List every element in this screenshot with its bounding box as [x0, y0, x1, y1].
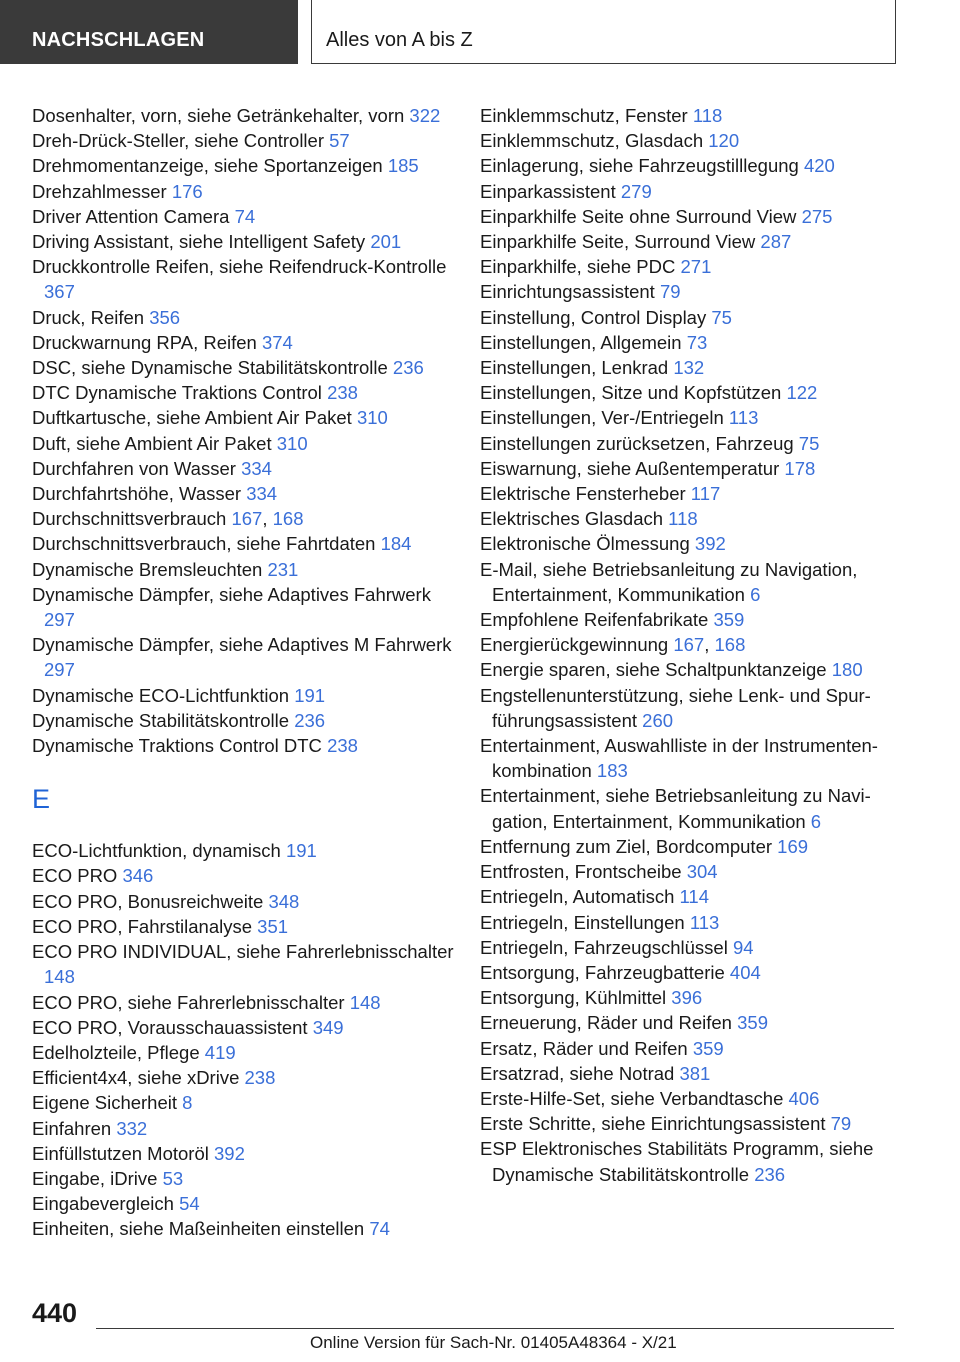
page-link[interactable]: 6 [750, 583, 761, 605]
page-link[interactable]: 168 [272, 508, 304, 530]
page-link[interactable]: 238 [327, 382, 358, 404]
page-link[interactable]: 271 [680, 256, 712, 278]
page-link[interactable]: 148 [44, 966, 75, 988]
page-link[interactable]: 79 [830, 1113, 852, 1135]
index-entry [480, 960, 920, 985]
page-link[interactable]: 75 [798, 432, 820, 454]
index-entry-text: Driver Attention Camera [32, 205, 235, 227]
index-group-e [32, 838, 462, 1241]
index-entry [32, 1116, 462, 1141]
footer-version: Online Version für Sach-Nr. 01405A48364 - X/21 [310, 1333, 677, 1352]
page-link[interactable]: 238 [327, 735, 358, 757]
index-entry-text: Edelholzteile, Pflege [32, 1041, 205, 1063]
index-entry [32, 889, 462, 914]
index-entry-text: Elektrische Fensterheber [480, 483, 691, 505]
index-entry [32, 708, 462, 733]
index-group-e-continued [480, 103, 920, 1187]
page-link[interactable]: 75 [711, 306, 732, 328]
index-entry-text: Energierückgewinnung [480, 634, 674, 656]
index-entry-text: ESP Elektronisches Stabilitäts Programm, siehe Dynamische Stabilitätskontrolle [480, 1138, 874, 1185]
index-entry-text: Dynamische Traktions Control DTC [32, 735, 328, 757]
page-link[interactable]: 113 [728, 407, 759, 429]
index-entry [32, 939, 462, 989]
index-entry [32, 1141, 462, 1166]
page-link[interactable]: 74 [234, 205, 256, 227]
page-link[interactable]: 236 [754, 1163, 786, 1185]
index-entry [32, 1216, 462, 1241]
index-entry [32, 103, 462, 128]
index-entry-text: Durchfahren von Wasser [32, 457, 242, 479]
page-link[interactable]: 349 [312, 1016, 344, 1038]
index-entry-text: Einrichtungsassistent [480, 281, 660, 303]
page-link[interactable]: 310 [356, 407, 388, 429]
index-entry-text: Druck, Reifen [32, 306, 150, 328]
index-entry-text: Drehmomentanzeige, siehe Sportanzeigen [32, 155, 388, 177]
index-entry [32, 179, 462, 204]
page-link[interactable]: 191 [285, 840, 317, 862]
index-entry-text: Erste-Hilfe-Set, siehe Verbandtasche [480, 1087, 789, 1109]
page-link[interactable]: 260 [642, 709, 674, 731]
subsection-tab[interactable] [311, 0, 896, 64]
page-link[interactable]: 396 [671, 987, 703, 1009]
index-entry-text: Entsorgung, Kühlmittel [480, 987, 672, 1009]
page-link[interactable]: 113 [689, 911, 720, 933]
page-link[interactable]: 117 [690, 483, 721, 505]
index-entry-text: Einparkhilfe Seite, Surround View [480, 231, 761, 253]
index-entry [480, 733, 920, 783]
page-link[interactable]: 168 [714, 634, 746, 656]
index-entry-text: Dynamische Bremsleuchten [32, 558, 268, 580]
index-entry-text: Einparkhilfe, siehe PDC [480, 256, 681, 278]
index-entry-text: ECO-Lichtfunktion, dynamisch [32, 840, 286, 862]
index-entry [480, 1036, 920, 1061]
page-link[interactable]: 420 [803, 155, 835, 177]
page-link[interactable]: 185 [387, 155, 419, 177]
index-entry [32, 733, 462, 758]
index-entry-text: Einstellungen, Allgemein [480, 331, 687, 353]
index-entry-text: Driving Assistant, siehe Intelligent Safety [32, 231, 371, 253]
index-entry [480, 179, 920, 204]
index-entry [32, 1065, 462, 1090]
index-entry [480, 834, 920, 859]
footer-divider [96, 1328, 894, 1329]
index-entry-text: Einstellungen, Ver-/Entriegeln [480, 407, 729, 429]
page-link[interactable]: 167 [231, 508, 263, 530]
page-link[interactable]: 201 [370, 231, 402, 253]
page-link[interactable]: 167 [673, 634, 705, 656]
page-link[interactable]: 169 [777, 835, 809, 857]
index-entry [480, 254, 920, 279]
index-entry [480, 1061, 920, 1086]
index-entry [480, 456, 920, 481]
index-entry-text: Eigene Sicherheit [32, 1092, 183, 1114]
page-link[interactable]: 74 [369, 1218, 390, 1240]
index-entry [480, 910, 920, 935]
index-entry [480, 859, 920, 884]
index-entry-text: ECO PRO, siehe Fahrerlebnisschalter [32, 991, 350, 1013]
index-entry-text: ECO PRO, Bonusreichweite [32, 890, 269, 912]
index-entry-text: Elektronische Ölmessung [480, 533, 695, 555]
index-entry [32, 838, 462, 863]
page-link[interactable]: 304 [686, 861, 718, 883]
page-link[interactable]: 297 [44, 659, 75, 681]
index-entry-text: Duft, siehe Ambient Air Paket [32, 432, 277, 454]
index-entry-text: ECO PRO, Vorausschauassistent [32, 1016, 313, 1038]
page-link[interactable]: 184 [380, 533, 412, 555]
index-entry-text: Einlagerung, siehe Fahrzeugstilllegung [480, 155, 804, 177]
page-link[interactable]: 297 [44, 609, 75, 631]
index-entry [32, 254, 462, 304]
index-entry-text: Entfernung zum Ziel, Bordcomputer [480, 835, 778, 857]
index-entry [480, 935, 920, 960]
index-entry [480, 431, 920, 456]
page-link[interactable]: 359 [737, 1012, 768, 1034]
index-entry-text: E-Mail, siehe Betriebsanleitung zu Navigation, Entertainment, Kommunikation [480, 558, 858, 605]
index-entry [480, 607, 920, 632]
index-entry-text: Einparkhilfe Seite ohne Surround View [480, 205, 802, 227]
index-entry-text: ECO PRO, Fahrstilanalyse [32, 915, 258, 937]
index-entry-text: Dreh-Drück-Steller, siehe Controller [32, 130, 330, 152]
index-entry [32, 1040, 462, 1065]
index-entry [480, 531, 920, 556]
page-link[interactable]: 8 [182, 1092, 193, 1114]
index-entry-text: Elektrisches Glasdach [480, 508, 669, 530]
index-entry-text: Entsorgung, Fahrzeugbatterie [480, 961, 730, 983]
index-entry-text: Durchfahrtshöhe, Wasser [32, 483, 247, 505]
index-entry-text: DSC, siehe Dynamische Stabilitätskontrolle [32, 357, 393, 379]
index-column-right [480, 103, 920, 1187]
index-entry-text: Dosenhalter, vorn, siehe Getränkehalter, vorn [32, 105, 410, 126]
index-entry [480, 405, 920, 430]
index-entry-text: Entertainment, siehe Betriebsanleitung zu Navigation, Entertainment, Kommunikation [480, 785, 871, 832]
page-link[interactable]: 332 [116, 1117, 148, 1139]
index-entry [480, 657, 920, 682]
page-link[interactable]: 6 [810, 810, 822, 832]
subsection-tab-label: Alles von A bis Z [326, 29, 473, 51]
index-entry [480, 128, 920, 153]
page-link[interactable]: 367 [44, 281, 75, 303]
page-link[interactable]: 180 [831, 659, 863, 681]
page-link[interactable]: 334 [241, 457, 272, 479]
index-entry [32, 582, 462, 632]
index-entry [480, 330, 920, 355]
page-header [0, 0, 960, 66]
page-link[interactable]: 57 [329, 130, 350, 152]
index-entry [32, 1090, 462, 1115]
index-entry-text: ECO PRO [32, 865, 123, 887]
index-entry-text: Dynamische Dämpfer, siehe Adaptives Fahrwerk [32, 583, 431, 605]
index-entry [32, 531, 462, 556]
index-entry [32, 204, 462, 229]
index-entry [480, 884, 920, 909]
page-link[interactable]: 287 [760, 231, 792, 253]
index-entry-text: Einklemmschutz, Glasdach [480, 130, 709, 152]
page-link[interactable]: 359 [692, 1037, 724, 1059]
page-link[interactable]: 236 [294, 709, 326, 731]
index-entry [32, 1015, 462, 1040]
index-entry-text: ECO PRO INDIVIDUAL, siehe Fahrerlebnisschalter [32, 941, 454, 963]
page-link[interactable]: 94 [732, 936, 754, 958]
index-entry [32, 481, 462, 506]
index-entry [32, 632, 462, 682]
index-column-left [32, 103, 462, 1242]
index-entry [480, 481, 920, 506]
index-entry-text: Entfrosten, Frontscheibe [480, 861, 687, 883]
index-entry-text: Energie sparen, siehe Schaltpunktanzeige [480, 659, 832, 681]
page-link[interactable]: 392 [694, 533, 726, 555]
index-entry-text: Einstellung, Control Display [480, 306, 712, 328]
index-entry-text: Durchschnittsverbrauch [32, 508, 232, 530]
index-entry-text: Eingabe, iDrive [32, 1167, 163, 1189]
index-entry [32, 405, 462, 430]
page-link[interactable]: 322 [409, 105, 441, 126]
index-entry-text: Einfahren [32, 1117, 117, 1139]
index-entry [32, 557, 462, 582]
index-entry [480, 380, 920, 405]
page-link[interactable]: 356 [149, 306, 181, 328]
index-entry [32, 153, 462, 178]
index-entry [32, 431, 462, 456]
page-link[interactable]: 114 [679, 886, 709, 908]
index-entry [32, 1166, 462, 1191]
index-entry-text: DTC Dynamische Traktions Control [32, 382, 328, 404]
index-entry [480, 229, 920, 254]
index-entry [32, 914, 462, 939]
index-entry-text: Ersatz, Räder und Reifen [480, 1037, 693, 1059]
page-link[interactable]: 236 [392, 357, 424, 379]
page-link[interactable]: 120 [708, 130, 740, 152]
index-entry [480, 985, 920, 1010]
index-entry [32, 863, 462, 888]
index-entry-text: Druckwarnung RPA, Reifen [32, 331, 262, 353]
page-link[interactable]: 118 [668, 508, 698, 530]
page-link[interactable]: 73 [686, 331, 708, 353]
index-entry [32, 990, 462, 1015]
page-link[interactable]: 148 [349, 991, 381, 1013]
page-link[interactable]: 310 [276, 432, 308, 454]
index-group-d [32, 103, 462, 758]
index-entry-text: Entriegeln, Einstellungen [480, 911, 690, 933]
section-tab-label: NACHSCHLAGEN [32, 29, 205, 51]
index-entry [480, 557, 920, 607]
index-entry [480, 783, 920, 833]
index-entry [480, 103, 920, 128]
page-link[interactable]: 381 [679, 1062, 711, 1084]
index-entry: Durchschnittsverbrauch 167, 168 [32, 508, 304, 530]
index-entry-text: Entriegeln, Automatisch [480, 886, 680, 908]
index-entry-text: Einparkassistent [480, 180, 621, 202]
index-entry [480, 355, 920, 380]
page-link[interactable]: 392 [214, 1142, 245, 1164]
page-link[interactable]: 279 [620, 180, 652, 202]
page-link[interactable]: 122 [786, 382, 818, 404]
index-entry-text: Erste Schritte, siehe Einrichtungsassistent [480, 1113, 831, 1135]
index-entry [480, 1111, 920, 1136]
index-entry [32, 330, 462, 355]
index-entry-text: Einstellungen, Lenkrad [480, 357, 674, 379]
index-entry [32, 1191, 462, 1216]
page-link[interactable]: 346 [122, 865, 154, 887]
index-entry-text: Drehzahlmesser [32, 180, 172, 202]
index-entry [32, 355, 462, 380]
index-entry-text: Duftkartusche, siehe Ambient Air Paket [32, 407, 357, 429]
index-entry-text: Einstellungen zurücksetzen, Fahrzeug [480, 432, 799, 454]
page-link[interactable]: 275 [801, 205, 833, 227]
page-link[interactable]: 183 [596, 760, 628, 782]
page-link[interactable]: 374 [261, 331, 293, 353]
index-entry [480, 153, 920, 178]
index-entry-text: Einstellungen, Sitze und Kopfstützen [480, 382, 787, 404]
index-entry-text: Einheiten, siehe Maßeinheiten einstellen [32, 1218, 370, 1240]
index-entry: Energierückgewinnung 167, 168 [480, 634, 746, 656]
page-link[interactable]: 351 [257, 915, 289, 937]
page-link[interactable]: 79 [659, 281, 681, 303]
index-entry-text: Ersatzrad, siehe Notrad [480, 1062, 680, 1084]
index-entry [32, 229, 462, 254]
page-link[interactable]: 191 [294, 684, 326, 706]
index-entry-text: Durchschnittsverbrauch, siehe Fahrtdaten [32, 533, 381, 555]
page-link[interactable]: 406 [788, 1087, 820, 1109]
page-link[interactable]: 359 [713, 609, 745, 631]
page-link[interactable]: 118 [692, 105, 723, 126]
index-entry [480, 1010, 920, 1035]
index-entry-text: Entriegeln, Fahrzeugschlüssel [480, 936, 733, 958]
index-entry [32, 380, 462, 405]
page-link[interactable]: 53 [162, 1167, 184, 1189]
page-link[interactable]: 348 [268, 890, 300, 912]
page-link[interactable]: 404 [729, 961, 761, 983]
section-letter: E [32, 784, 51, 815]
index-entry [32, 128, 462, 153]
index-entry [480, 1086, 920, 1111]
index-entry-text: Eiswarnung, siehe Außentemperatur [480, 457, 785, 479]
index-entry-text: Einklemmschutz, Fenster [480, 105, 693, 126]
index-entry-text: Dynamische Dämpfer, siehe Adaptives M Fahrwerk [32, 634, 452, 656]
index-entry-text: Empfohlene Reifenfabrikate [480, 609, 714, 631]
index-entry [32, 456, 462, 481]
page-link[interactable]: 132 [673, 357, 705, 379]
index-entry-text: Engstellenunterstützung, siehe Lenk- und Spurführungsassistent [480, 684, 871, 731]
index-entry-text: Dynamische ECO-Lichtfunktion [32, 684, 295, 706]
index-entry-text: Einfüllstutzen Motoröl [32, 1142, 215, 1164]
page-link[interactable]: 231 [267, 558, 299, 580]
page-number: 440 [32, 1298, 78, 1328]
page-link[interactable]: 176 [171, 180, 203, 202]
index-entry-text: Efficient4x4, siehe xDrive [32, 1067, 245, 1089]
page-link[interactable]: 238 [244, 1067, 276, 1089]
page-link[interactable]: 178 [784, 457, 816, 479]
page-link[interactable]: 334 [246, 483, 278, 505]
index-entry [480, 506, 920, 531]
index-entry [32, 305, 462, 330]
page-link[interactable]: 419 [204, 1041, 236, 1063]
section-tab[interactable] [0, 0, 298, 64]
index-entry-text: Erneuerung, Räder und Reifen [480, 1012, 738, 1034]
index-entry-text: Eingabevergleich [32, 1193, 180, 1215]
index-entry [480, 1136, 920, 1186]
index-entry [480, 305, 920, 330]
index-entry [480, 204, 920, 229]
index-entry [480, 279, 920, 304]
index-entry-text: Dynamische Stabilitätskontrolle [32, 709, 295, 731]
index-entry-text: Druckkontrolle Reifen, siehe Reifendruck-Kontrolle [32, 256, 447, 278]
index-entry [32, 683, 462, 708]
index-entry-text: Entertainment, Auswahlliste in der Instrumentenkombination [480, 735, 878, 782]
index-entry [480, 683, 920, 733]
page-link[interactable]: 54 [179, 1193, 200, 1215]
